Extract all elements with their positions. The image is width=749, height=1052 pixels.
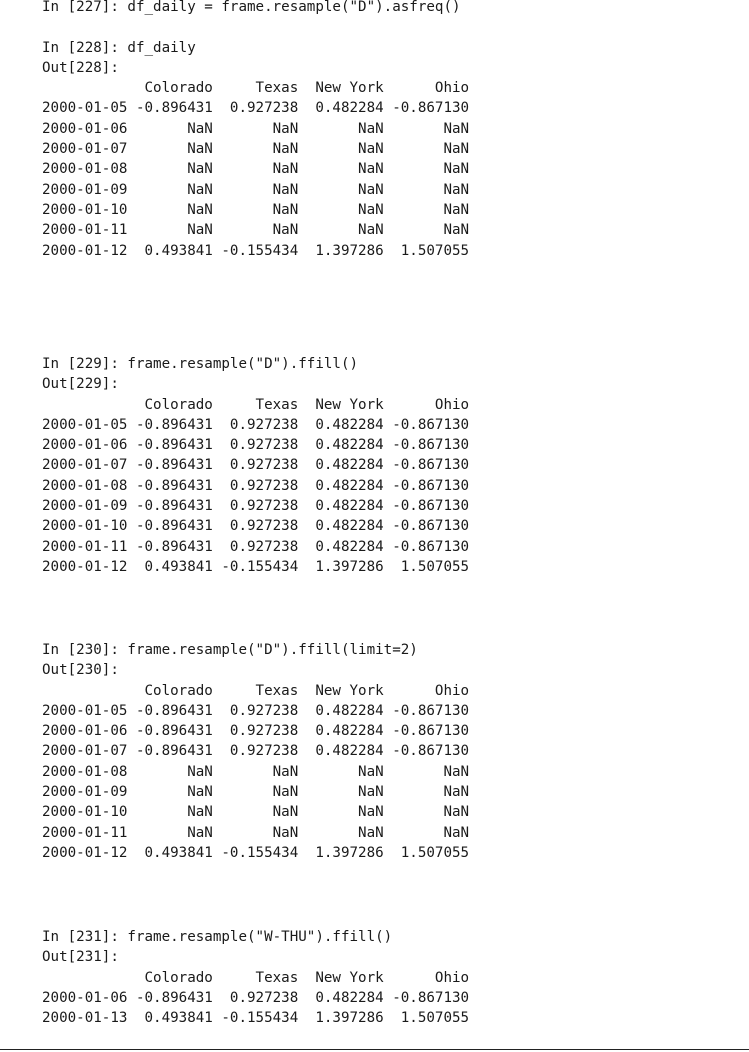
code-block-weekly: [42, 927, 469, 1028]
page-bottom-rule: [0, 1049, 749, 1050]
code-line: Out[230]:: [42, 662, 119, 679]
table-row-line: 2000-01-12 0.493841 -0.155434 1.397286 1.507055: [42, 558, 470, 575]
code-line: In [230]: frame.resample("D").ffill(limit=2): [42, 642, 418, 658]
table-row-line: 2000-01-09 NaN NaN NaN NaN: [42, 181, 470, 198]
table-row-line: 2000-01-11 NaN NaN NaN NaN: [42, 824, 470, 841]
table-header-line: Colorado Texas New York Ohio: [42, 396, 470, 413]
table-row-line: 2000-01-08 NaN NaN NaN NaN: [42, 763, 470, 780]
table-row-line: 2000-01-10 NaN NaN NaN NaN: [42, 804, 470, 821]
table-row-line: 2000-01-06 NaN NaN NaN NaN: [42, 120, 470, 137]
table-row-line: 2000-01-08 -0.896431 0.927238 0.482284 -0.867130: [42, 477, 470, 494]
table-row-line: 2000-01-13 0.493841 -0.155434 1.397286 1.507055: [42, 1010, 470, 1027]
table-row-line: 2000-01-09 NaN NaN NaN NaN: [42, 784, 470, 801]
table-header-line: Colorado Texas New York Ohio: [42, 969, 470, 986]
table-row-line: 2000-01-10 -0.896431 0.927238 0.482284 -0.867130: [42, 518, 470, 535]
table-header-line: Colorado Texas New York Ohio: [42, 682, 470, 699]
code-block-ffill-limit: [42, 640, 469, 863]
table-row-line: 2000-01-07 NaN NaN NaN NaN: [42, 141, 470, 158]
table-row-line: 2000-01-09 -0.896431 0.927238 0.482284 -0.867130: [42, 498, 470, 515]
code-line: Out[231]:: [42, 949, 119, 966]
table-row-line: 2000-01-06 -0.896431 0.927238 0.482284 -0.867130: [42, 989, 470, 1006]
code-line: [42, 17, 469, 37]
table-row-line: 2000-01-07 -0.896431 0.927238 0.482284 -0.867130: [42, 457, 470, 474]
code-block-asfreq: [42, 0, 469, 261]
code-line: In [227]: df_daily = frame.resample("D").asfreq(): [42, 0, 461, 15]
table-row-line: 2000-01-11 NaN NaN NaN NaN: [42, 222, 470, 239]
table-row-line: 2000-01-10 NaN NaN NaN NaN: [42, 201, 470, 218]
table-header-line: Colorado Texas New York Ohio: [42, 80, 470, 97]
code-line: Out[229]:: [42, 376, 119, 393]
code-line: In [231]: frame.resample("W-THU").ffill(): [42, 929, 393, 945]
code-line: In [229]: frame.resample("D").ffill(): [42, 356, 359, 372]
table-row-line: 2000-01-12 0.493841 -0.155434 1.397286 1.507055: [42, 242, 470, 259]
table-row-line: 2000-01-07 -0.896431 0.927238 0.482284 -0.867130: [42, 743, 470, 760]
table-row-line: 2000-01-12 0.493841 -0.155434 1.397286 1.507055: [42, 844, 470, 861]
code-line: In [228]: df_daily: [42, 39, 196, 56]
table-row-line: 2000-01-05 -0.896431 0.927238 0.482284 -0.867130: [42, 416, 470, 433]
table-row-line: 2000-01-05 -0.896431 0.927238 0.482284 -0.867130: [42, 702, 470, 719]
table-row-line: 2000-01-05 -0.896431 0.927238 0.482284 -0.867130: [42, 100, 470, 117]
code-line: Out[228]:: [42, 59, 119, 76]
table-row-line: 2000-01-06 -0.896431 0.927238 0.482284 -0.867130: [42, 723, 470, 740]
code-block-ffill: [42, 354, 469, 577]
table-row-line: 2000-01-08 NaN NaN NaN NaN: [42, 161, 470, 178]
table-row-line: 2000-01-06 -0.896431 0.927238 0.482284 -0.867130: [42, 437, 470, 454]
table-row-line: 2000-01-11 -0.896431 0.927238 0.482284 -0.867130: [42, 538, 470, 555]
